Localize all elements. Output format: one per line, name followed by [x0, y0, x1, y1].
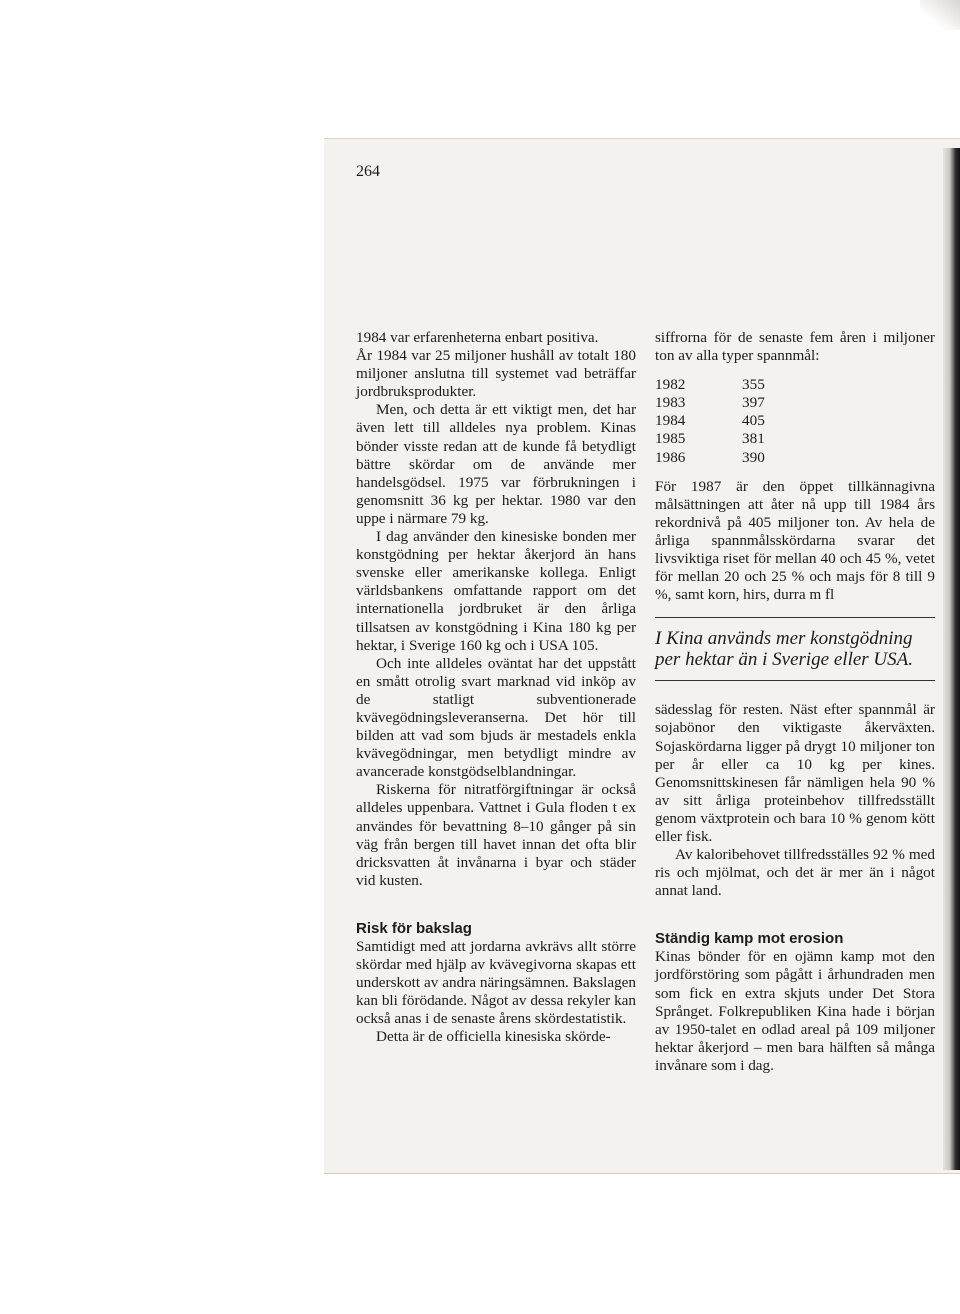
table-cell-value: 381	[742, 430, 765, 448]
pull-quote: I Kina används mer konstgödning per hektar än i Sverige eller USA.	[655, 617, 935, 681]
table-row	[655, 449, 765, 467]
table-cell-value: 397	[742, 394, 765, 412]
table-row	[655, 376, 765, 394]
section-heading: Ständig kamp mot erosion	[655, 930, 844, 948]
table-cell-year: 1983	[655, 394, 686, 412]
harvest-table	[655, 376, 765, 466]
paragraph: Riskerna för nitratförgiftningar är också alldeles uppenbara. Vattnet i Gula floden t ex användes för bevattning 8–10 gånger på sin väg från bergen till havet innan det ofta blir dricksvatten åt invånarna i byar och städer vid kusten.	[356, 781, 636, 889]
table-row	[655, 430, 765, 448]
paragraph: Detta är de officiella kinesiska skörde-	[376, 1028, 611, 1046]
paragraph: Kinas bönder för en ojämn kamp mot den jordförstöring som pågått i århundraden men som fick en extra skjuts under Det Stora Språnget. Folkrepubliken Kina hade i början av 1950-talet en odlad areal på 109 miljoner hektar åkerjord – men bara hälften så många invånare som i dag.	[655, 948, 935, 1074]
left-column	[356, 329, 636, 1046]
paragraph: sädesslag för resten. Näst efter spannmål är sojabönor den viktigaste åkerväxten. Sojaskördarna ligger på drygt 10 miljoner ton per år eller ca 10 kg per kines. Genomsnittskinesen får nämligen hela 90 % av sitt årliga proteinbehov tillfredsställt genom växtprotein och bara 10 % genom kött eller fisk.	[655, 701, 935, 845]
right-column	[655, 329, 935, 1075]
table-cell-value: 390	[742, 448, 765, 466]
table-cell-year: 1982	[655, 376, 686, 394]
table-cell-year: 1984	[655, 412, 686, 430]
paragraph: siffrorna för de senaste fem åren i miljoner ton av alla typer spannmål:	[655, 329, 935, 365]
table-cell-year: 1985	[655, 430, 686, 448]
section-heading: Risk för bakslag	[356, 919, 472, 937]
page-number: 264	[356, 163, 380, 180]
book-spine-shadow	[943, 148, 960, 1170]
table-cell-value: 355	[742, 376, 765, 394]
paragraph: Men, och detta är ett viktigt men, det har även lett till alldeles nya problem. Kinas bönder visste redan att de kunde få betydligt bättre skördar om de använde mer handelsgödsel. 1975 var förbrukningen i genomsnitt 36 kg per hektar. 1980 var den uppe i närmare 79 kg.	[356, 401, 636, 527]
paragraph: År 1984 var 25 miljoner hushåll av totalt 180 miljoner anslutna till systemet vad beträffar jordbruksprodukter.	[356, 347, 636, 401]
table-row	[655, 394, 765, 412]
paragraph: Av kaloribehovet tillfredsställes 92 % med ris och mjölmat, och det är mer än i något annat land.	[655, 846, 935, 900]
paragraph: Samtidigt med att jordarna avkrävs allt större skördar med hjälp av kvävegivorna skapas ett underskott av andra näringsämnen. Bakslagen kan bli förödande. Något av dessa rekyler kan också anas i de senaste årens skördestatistik.	[356, 937, 636, 1028]
paragraph: 1984 var erfarenheterna enbart positiva.	[356, 329, 599, 346]
paragraph: Och inte alldeles oväntat har det uppstått en smått otrolig svart marknad vid inköp av de statligt subventionerade kvävegödningsleveranserna. Det hör till bilden att vad som bjuds är mestadels enkla kvävegödningar, men betydligt mindre av avancerade konstgödselblandningar.	[356, 654, 636, 781]
table-cell-value: 405	[742, 412, 765, 430]
paragraph: I dag använder den kinesiske bonden mer konstgödning per hektar åkerjord än hans svenske eller amerikanske kollega. Enligt världsbankens omfattande rapport om det internationella jordbruket är den årliga tillsatsen av konstgödning i Kina 180 kg per hektar, i Sverige 160 kg och i USA 105.	[356, 528, 636, 654]
scan-corner-shadow	[920, 0, 960, 30]
paragraph: För 1987 är den öppet tillkännagivna målsättningen att åter nå upp till 1984 års rekordnivå på 405 miljoner ton. Av hela de årliga spannmålsskördarna svarar det livsviktiga riset för mellan 40 och 45 %, vetet för mellan 20 och 25 % och majs för 8 till 9 %, samt korn, hirs, durra m fl	[655, 477, 935, 604]
table-row	[655, 412, 765, 430]
table-cell-year: 1986	[655, 448, 686, 466]
